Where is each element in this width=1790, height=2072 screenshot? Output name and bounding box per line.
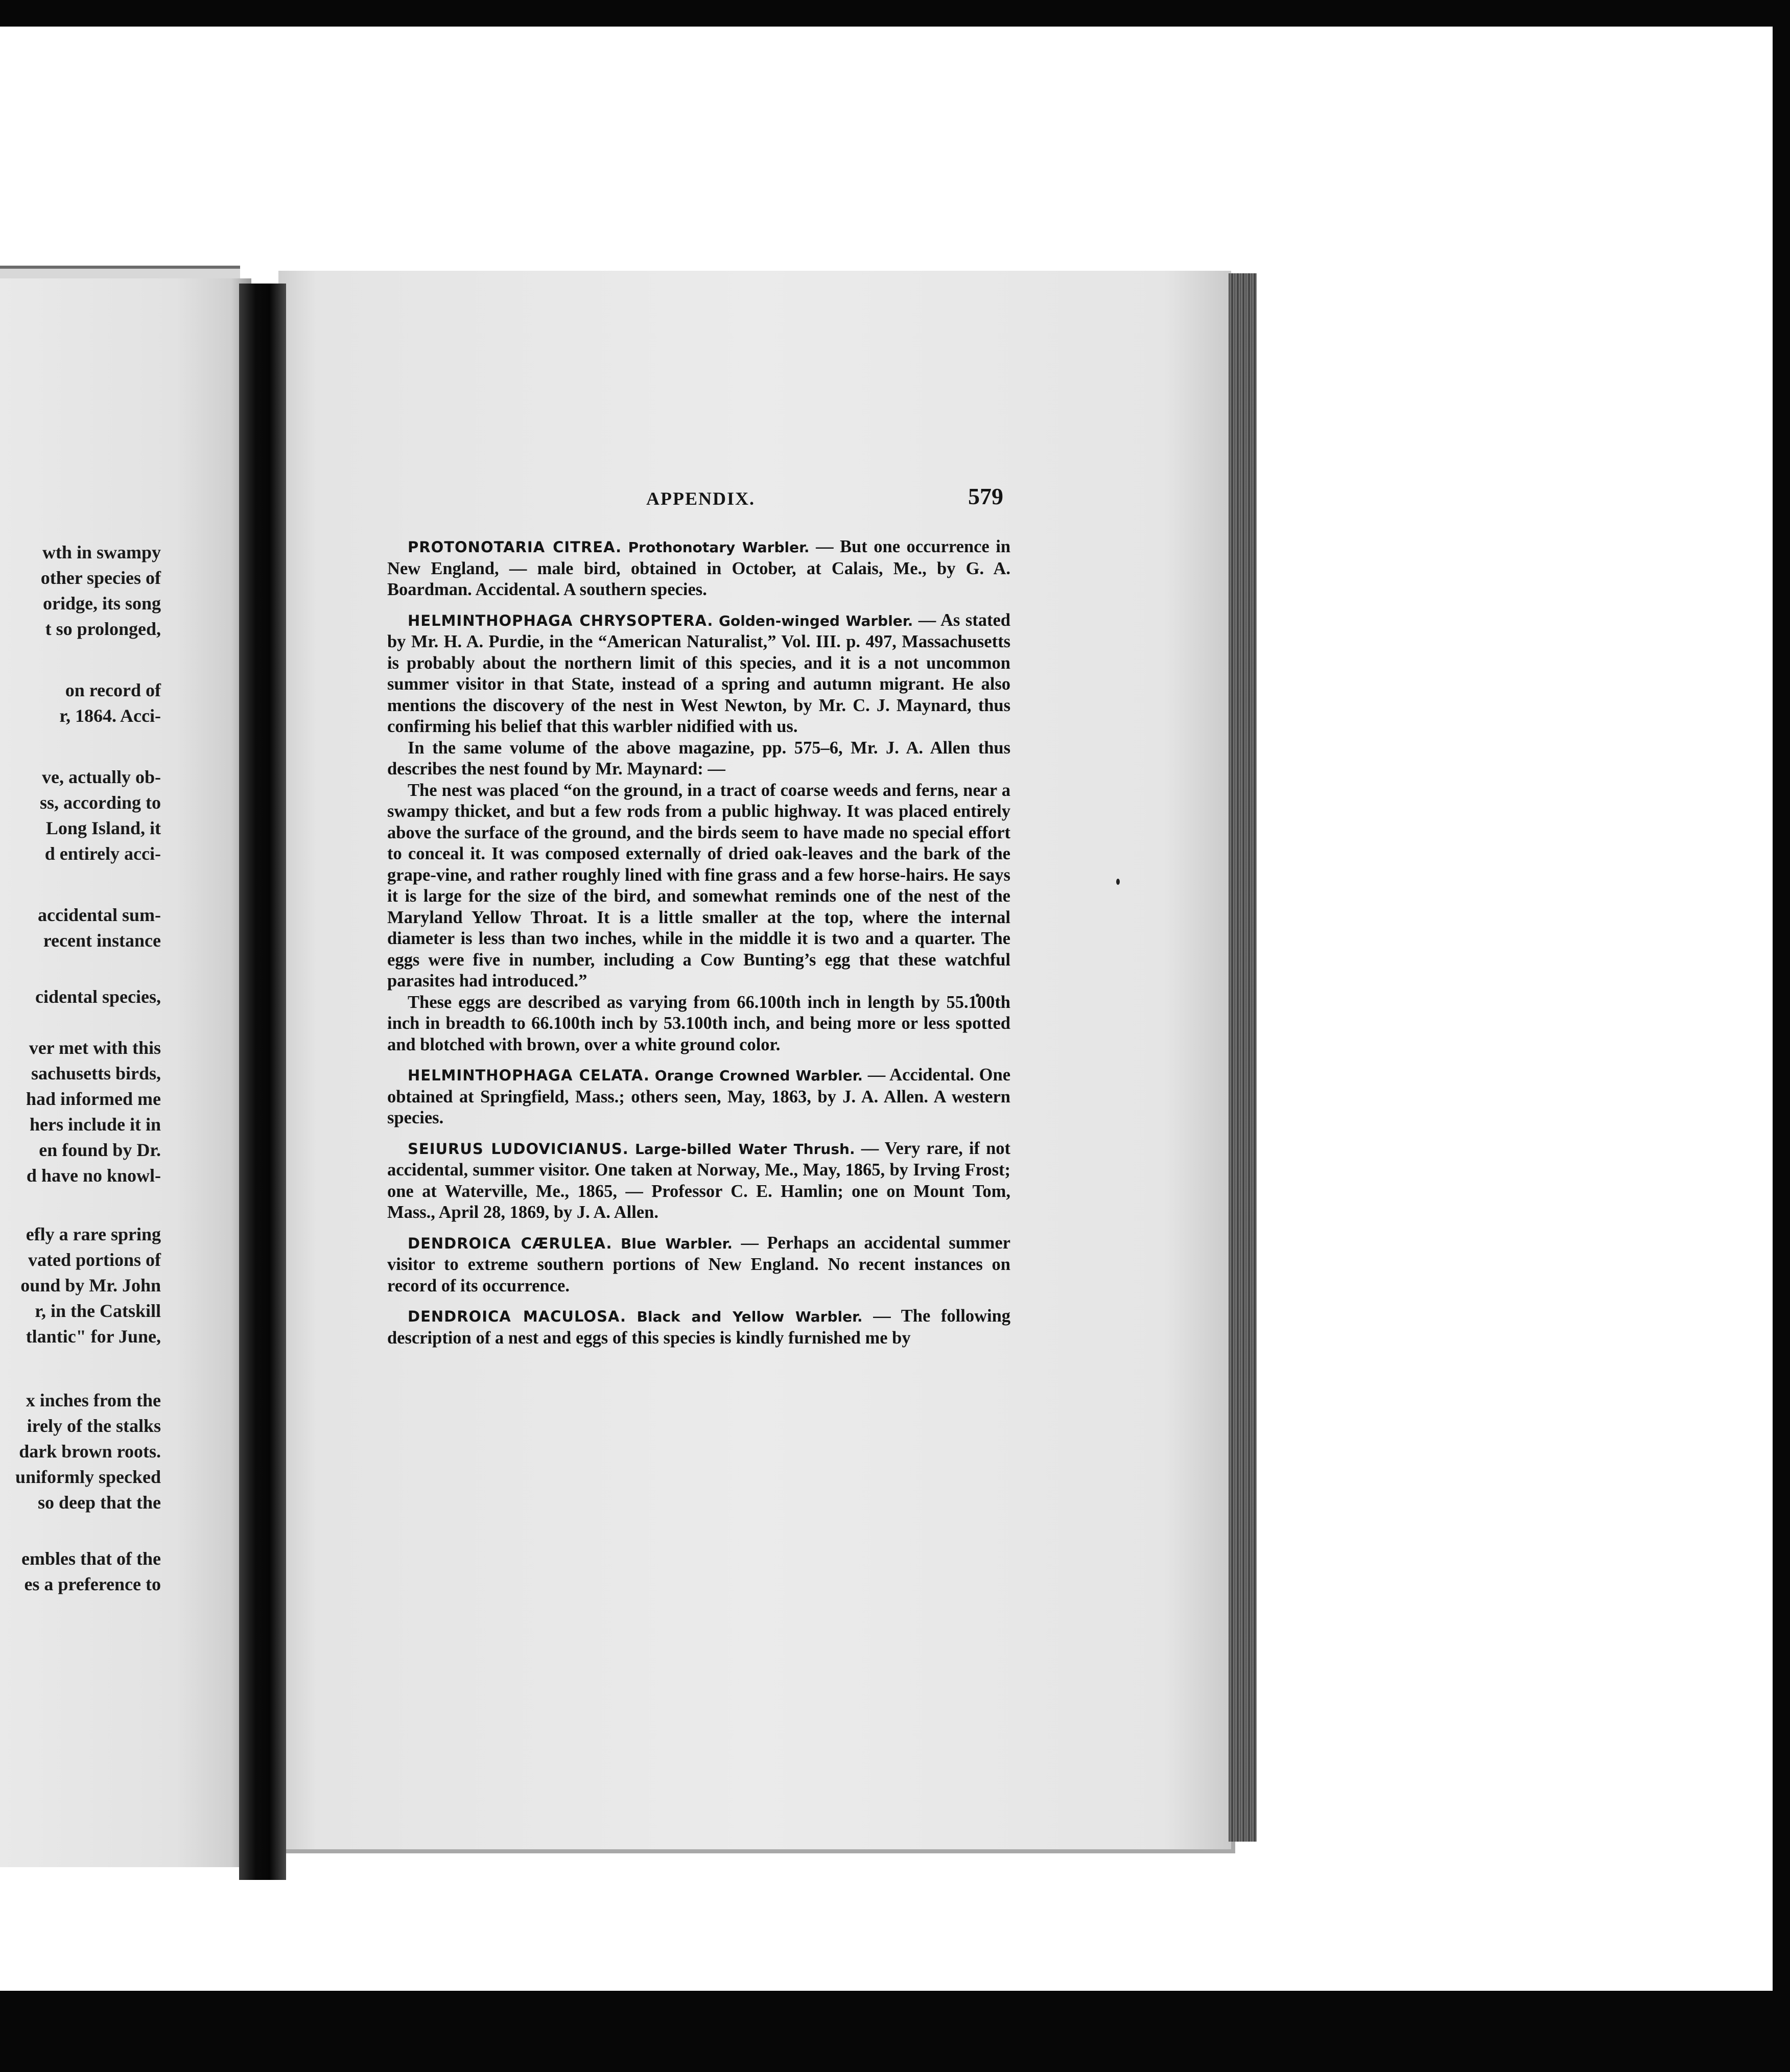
paragraph: These eggs are described as varying from 66.100th inch in length by 55.100th inch in breadth to 66.100th inch by 53.100th inch, and being more or less spotted and blotched with brown, over a white ground color. (387, 992, 1010, 1054)
left-page-line: other species of (40, 568, 161, 588)
left-page-line: accidental sum- (38, 905, 161, 925)
species-description: — Accidental. One obtained at Springfield, Mass.; others seen, May, 1863, by J. A. Allen. A western species. (387, 1065, 1011, 1127)
species-common-name: Golden-winged Warbler. (719, 612, 913, 629)
left-page-line: d entirely acci- (44, 843, 161, 864)
left-page-line: recent instance (43, 930, 161, 951)
left-page-line: ver met with this (29, 1038, 161, 1058)
left-page-line: sachusetts birds, (31, 1063, 161, 1084)
left-page-line: ss, according to (40, 792, 161, 813)
page-fore-edge (1229, 273, 1257, 1842)
left-page-line: dark brown roots. (19, 1441, 161, 1462)
species-description: — The following description of a nest and eggs of this species is kindly furnished me by (387, 1306, 1011, 1348)
left-page-line: cidental species, (35, 986, 161, 1007)
left-page-line: d have no knowl- (26, 1165, 161, 1186)
species-description: — Perhaps an accidental summer visitor to extreme southern portions of New England. No recent instances on record of its occurrence. (387, 1233, 1010, 1296)
species-description: — But one occurrence in New England, — male bird, obtained in October, at Calais, Me., by G. A. Boardman. Accidental. A southern species. (387, 537, 1011, 599)
left-page-line: embles that of the (21, 1548, 161, 1569)
species-entry (387, 1233, 1010, 1297)
left-page-line: Long Island, it (45, 818, 161, 838)
left-page-line: vated portions of (28, 1250, 161, 1270)
left-page-line: ve, actually ob- (42, 767, 161, 787)
left-page-line: t so prolonged, (45, 619, 161, 639)
species-description: — As stated by Mr. H. A. Purdie, in the “American Naturalist,” Vol. III. p. 497, Massachusetts is probably about the northern limit of this species, and it is a not uncommon summer visitor in that State, instead of a spring and autumn migrant. He also mentions the discovery of the nest in West Newton, by Mr. C. J. Maynard, thus confirming his belief that this warbler nidified with us. (387, 610, 1010, 736)
left-page-line: x inches from the (26, 1390, 161, 1410)
page-number: 579 (968, 483, 1003, 509)
page-body (387, 536, 1010, 1358)
left-page-line: r, in the Catskill (35, 1301, 161, 1321)
left-page-line: had informed me (26, 1089, 161, 1109)
left-page-line: en found by Dr. (39, 1140, 161, 1160)
species-scientific-name: HELMINTHOPHAGA CHRYSOPTERA. (408, 611, 714, 629)
quoted-paragraph: The nest was placed “on the ground, in a tract of coarse weeds and ferns, near a swampy thicket, and but a few rods from a public highway. It was placed entirely above the surface of the ground, and the birds seem to have made no special effort to conceal it. It was composed externally of dried oak-leaves and the bark of the grape-vine, and rather roughly lined with fine grass and a few horse-hairs. He says it is large for the size of the bird, and somewhat reminds one of the nest of the Maryland Yellow Throat. It is a little smaller at the top, where the internal diameter is less than two inches, while in the middle it is two and a quarter. The eggs were five in number, including a Cow Bunting’s egg that these watchful parasites had introduced.” (387, 780, 1010, 991)
left-page-line: oridge, its song (42, 593, 161, 614)
species-entry (387, 610, 1010, 738)
left-page-line: hers include it in (29, 1114, 161, 1135)
left-page-line: uniformly specked (15, 1467, 161, 1487)
species-common-name: Prothonotary Warbler. (628, 539, 810, 556)
left-page-line: so deep that the (38, 1492, 161, 1513)
species-scientific-name: DENDROICA MACULOSA. (408, 1308, 626, 1325)
species-scientific-name: HELMINTHOPHAGA CELATA. (408, 1067, 650, 1084)
species-common-name: Black and Yellow Warbler. (637, 1308, 863, 1325)
species-entry (387, 1065, 1010, 1129)
species-scientific-name: PROTONOTARIA CITREA. (408, 538, 622, 556)
species-common-name: Blue Warbler. (620, 1235, 733, 1252)
left-page-line: efly a rare spring (26, 1224, 161, 1244)
species-scientific-name: DENDROICA CÆRULEA. (408, 1234, 613, 1252)
species-entry (387, 1306, 1010, 1349)
left-page-line: ound by Mr. John (20, 1275, 161, 1296)
left-page-line: r, 1864. Acci- (59, 705, 161, 726)
species-common-name: Large-billed Water Thrush. (635, 1140, 855, 1158)
left-page-line: wth in swampy (42, 542, 161, 562)
paragraph: In the same volume of the above magazine, pp. 575–6, Mr. J. A. Allen thus describes the nest found by Mr. Maynard: — (387, 738, 1010, 779)
species-entry (387, 1138, 1010, 1223)
book-gutter (239, 284, 286, 1880)
species-scientific-name: SEIURUS LUDOVICIANUS. (408, 1140, 629, 1158)
left-page-line: tlantic" for June, (26, 1326, 161, 1347)
species-common-name: Orange Crowned Warbler. (654, 1067, 863, 1084)
left-page-line: es a preference to (24, 1574, 161, 1594)
left-page-line: irely of the stalks (27, 1416, 161, 1436)
left-page-line: on record of (65, 680, 161, 700)
ink-speck (1116, 879, 1120, 885)
species-description: — Very rare, if not accidental, summer visitor. One taken at Norway, Me., May, 1865, by Irving Frost; one at Waterville, Me., 1865, — Professor C. E. Hamlin; one on Mount Tom, Mass., April 28, 1869, by J. A. Allen. (387, 1138, 1011, 1222)
running-header: APPENDIX. (646, 488, 755, 509)
species-entry (387, 536, 1010, 601)
